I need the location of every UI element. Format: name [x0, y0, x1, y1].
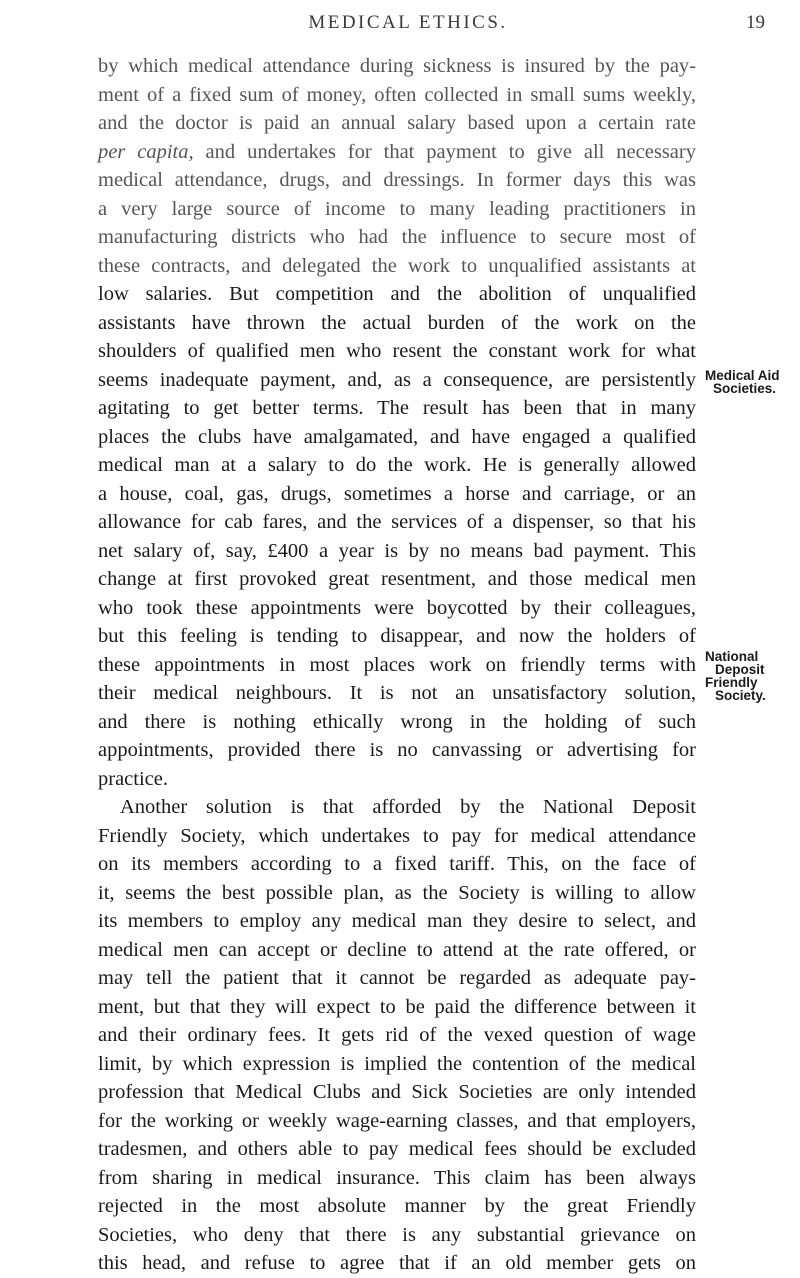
margin-note-line: Medical Aid [705, 368, 780, 383]
margin-note-line: Society. [715, 688, 766, 703]
text-line: medical attendance, drugs, and dressings. In former days this was [98, 169, 696, 191]
text-line: limit, by which expression is implied the contention of the medical [98, 1052, 696, 1075]
paragraph-end-line: practice. [98, 767, 168, 790]
text-line: tradesmen, and others able to pay medical fees should be excluded [98, 1138, 696, 1160]
margin-note-line: Deposit [715, 662, 765, 677]
text-line: appointments, provided there is no canvassing or advertising for [98, 739, 696, 761]
text-line: by which medical attendance during sickness is insured by the pay- [98, 55, 696, 77]
text-line [98, 138, 696, 167]
text-line: on its members according to a fixed tariff. This, on the face of [98, 853, 696, 875]
text-line: their medical neighbours. It is not an unsatisfactory solution, [98, 682, 696, 704]
running-title: MEDICAL ETHICS. [308, 12, 508, 33]
text-line: Friendly Society, which undertakes to pay for medical attendance [98, 824, 696, 847]
text-line: low salaries. But competition and the abolition of unqualified [98, 283, 696, 305]
text-line: these appointments in most places work on friendly terms with [98, 653, 696, 676]
text-line: manufacturing districts who had the influence to secure most of [98, 226, 696, 248]
body-text [98, 52, 696, 1278]
text-line: ment of a fixed sum of money, often collected in small sums weekly, [98, 83, 696, 106]
text-line: a house, coal, gas, drugs, sometimes a horse and carriage, or an [98, 482, 696, 505]
margin-note-national-deposit-friendly-society [705, 650, 800, 702]
text-line: allowance for cab fares, and the services of a dispenser, so that his [98, 511, 696, 533]
text-line: medical man at a salary to do the work. He is generally allowed [98, 454, 696, 476]
text-line: this head, and refuse to agree that if an old member gets on [98, 1252, 696, 1274]
italic-phrase: per capita [98, 140, 189, 163]
text-line: shoulders of qualified men who resent the constant work for what [98, 340, 696, 362]
text-line: may tell the patient that it cannot be regarded as adequate pay- [98, 967, 696, 989]
running-head [0, 12, 800, 46]
text-line: who took these appointments were boycotted by their colleagues, [98, 596, 696, 619]
text-line: for the working or weekly wage-earning classes, and that employers, [98, 1109, 696, 1132]
text-line: net salary of, say, £400 a year is by no means bad payment. This [98, 539, 696, 562]
text-line: a very large source of income to many leading practitioners in [98, 197, 696, 220]
margin-note-line: Societies. [713, 381, 777, 396]
text-line: profession that Medical Clubs and Sick Societies are only intended [98, 1081, 696, 1103]
margin-note-line: Friendly [705, 675, 758, 690]
text-line: but this feeling is tending to disappear, and now the holders of [98, 625, 696, 647]
text-line: and their ordinary fees. It gets rid of the vexed question of wage [98, 1024, 696, 1046]
margin-note-medical-aid-societies [705, 369, 800, 395]
text-line: change at first provoked great resentment, and those medical men [98, 568, 696, 590]
text-line: medical men can accept or decline to attend at the rate offered, or [98, 938, 696, 961]
text-line: and there is nothing ethically wrong in the holding of such [98, 710, 696, 733]
text-line: and the doctor is paid an annual salary based upon a certain rate [98, 112, 696, 134]
text-line: from sharing in medical insurance. This claim has been always [98, 1166, 696, 1189]
text-line: it, seems the best possible plan, as the Society is willing to allow [98, 881, 696, 904]
text-line: assistants have thrown the actual burden of the work on the [98, 311, 696, 334]
text-line: rejected in the most absolute manner by the great Friendly [98, 1195, 696, 1217]
text-line: seems inadequate payment, and, as a consequence, are persistently [98, 368, 696, 391]
margin-note-line: National [705, 649, 759, 664]
text-line: its members to employ any medical man they desire to select, and [98, 910, 696, 932]
page-number: 19 [746, 12, 765, 33]
text-line: these contracts, and delegated the work to unqualified assistants at [98, 254, 696, 277]
text-line: places the clubs have amalgamated, and have engaged a qualified [98, 425, 696, 448]
text-line: ment, but that they will expect to be paid the difference between it [98, 995, 696, 1018]
text-line: agitating to get better terms. The result has been that in many [98, 397, 696, 419]
paragraph-start-line: Another solution is that afforded by the National Deposit [120, 796, 696, 818]
text-line-rest: , and undertakes for that payment to give all necessary [188, 140, 696, 163]
text-line: Societies, who deny that there is any substantial grievance on [98, 1223, 696, 1246]
